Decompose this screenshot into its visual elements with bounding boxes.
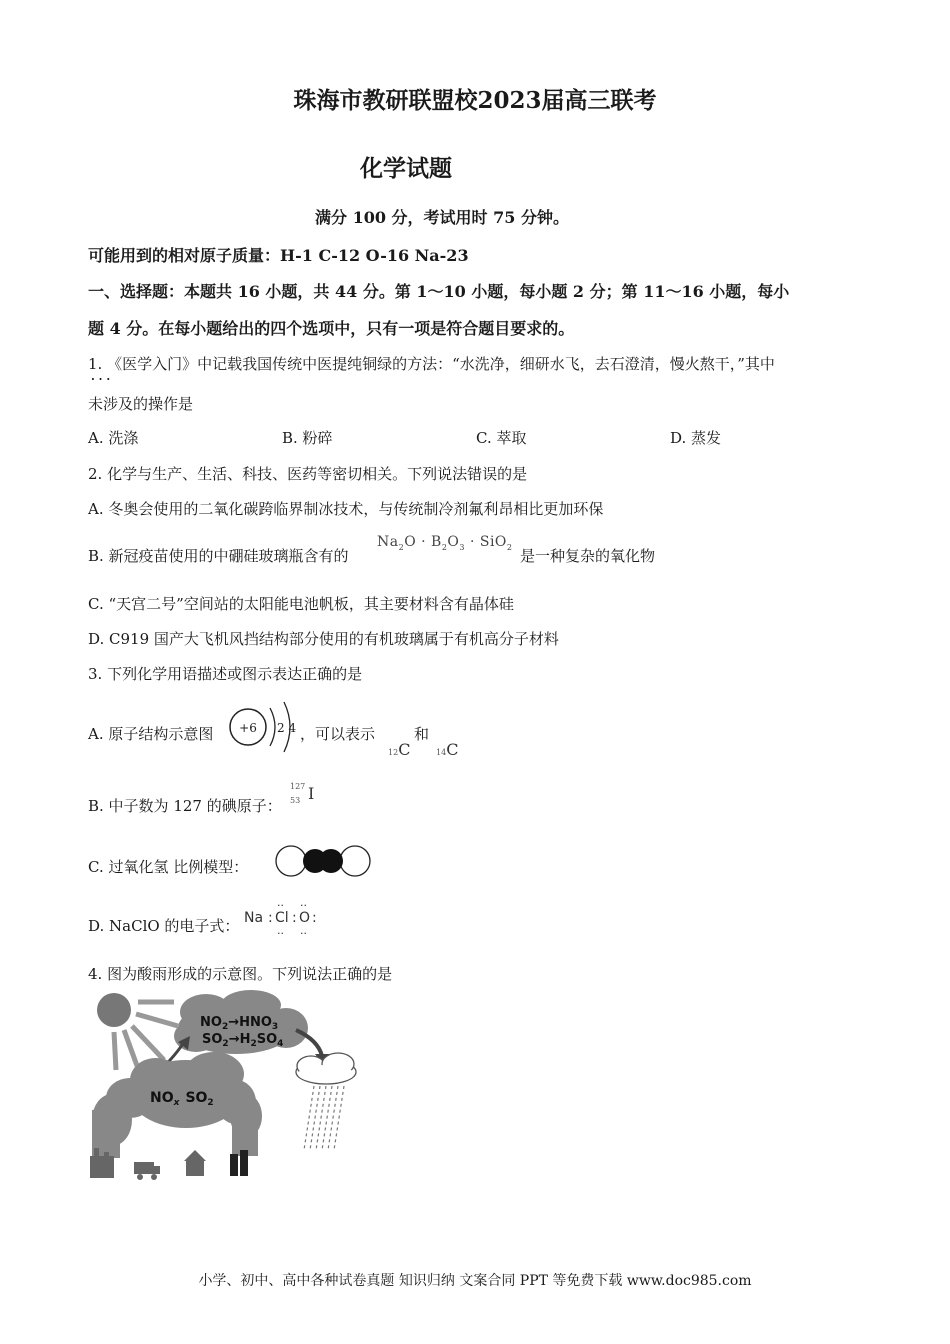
q3-option-d-text: D. NaClO 的电子式：: [88, 917, 240, 935]
electron-shells: 2 4: [277, 721, 297, 735]
q2-option-b-post: 是一种复杂的氧化物: [520, 547, 656, 565]
q3-option-c-text: C. 过氧化氢 比例模型：: [88, 858, 249, 876]
svg-text:NO2→HNO3: $NO_2\to HNO_3$: [200, 1015, 279, 1032]
q2-option-c: C. “天宫二号”空间站的太阳能电池帆板，其主要材料含有晶体硅: [88, 595, 514, 613]
q2-stem: 2. 化学与生产、生活、科技、医药等密切相关。下列说法错误的是: [88, 465, 528, 483]
q2-option-b-text: B. 新冠疫苗使用的中硼硅玻璃瓶含有的: [88, 547, 349, 565]
q2-option-a: A. 冬奥会使用的二氧化碳跨临界制冰技术，与传统制冷剂氟利昂相比更加环保: [88, 500, 604, 518]
svg-text:SO2→H2SO4: $SO_2\to H_2SO_4$: [202, 1032, 284, 1049]
truck-icon: [134, 1162, 160, 1180]
q2-option-b-formula: $Na_2O \cdot B_2O_3 \cdot SiO_2$: [377, 534, 513, 552]
h2o2-space-filling-model: [273, 843, 373, 879]
q1-stem: 1. 《医学入门》中记载我国传统中医提纯铜绿的方法：“水洗净，细研水飞，去石澄清，慢火熬干，”其中: [88, 355, 775, 373]
q1-emphasis-dots: . . .: [91, 370, 111, 383]
rain-drops: [304, 1086, 344, 1150]
q3-option-a-text: A. 原子结构示意图: [88, 725, 214, 743]
q4-stem: 4. 图为酸雨形成的示意图。下列说法正确的是: [88, 965, 393, 983]
q1-option-a: A. 洗涤: [88, 429, 139, 447]
q1-option-d: D. 蒸发: [670, 429, 722, 447]
acid-rain-diagram: [86, 990, 362, 1182]
section-instructions-line2: 题 4 分。在每小题给出的四个选项中，只有一项是符合题目要求的。: [88, 319, 575, 338]
q1-option-b: B. 粉碎: [282, 429, 333, 447]
q3-option-a-and: 和: [414, 725, 430, 743]
q1-option-c: C. 萃取: [476, 429, 527, 447]
q1-stem-line2: 未涉及的操作是: [88, 395, 194, 413]
q3-option-b-text: B. 中子数为 127 的碘原子：: [88, 797, 282, 815]
q2-option-d: D. C919 国产大飞机风挡结构部分使用的有机玻璃属于有机高分子材料: [88, 630, 559, 648]
house-icon: [184, 1150, 206, 1176]
carbon-14-isotope: 14C: [436, 740, 459, 759]
nucleus-charge: +6: [239, 721, 257, 735]
carbon-12-isotope: 12C: [388, 740, 411, 759]
svg-text:NOxSO2: $NO_x$ $SO_2$: [150, 1090, 214, 1108]
naclo-electron-formula: Na : Cl : O : .. .. .. ..: [244, 896, 317, 937]
exam-title: 珠海市教研联盟校2023届高三联考: [293, 87, 657, 114]
atomic-structure-diagram: [226, 698, 306, 756]
section-instructions-line1: 一、选择题：本题共 16 小题，共 44 分。第 1～10 小题，每小题 2 分；第 11～16 小题，每小: [88, 282, 790, 301]
footer-note: 小学、初中、高中各种试卷真题 知识归纳 文案合同 PPT 等免费下载 www.doc985.com: [198, 1273, 752, 1289]
iodine-mass-number: 127: [290, 782, 306, 791]
q3-stem: 3. 下列化学用语描述或图示表达正确的是: [88, 665, 363, 683]
rain-cloud: [296, 1053, 356, 1084]
iodine-symbol: I: [308, 784, 315, 803]
score-info: 满分 100 分，考试用时 75 分钟。: [315, 208, 569, 227]
atomic-mass-note: 可能用到的相对原子质量：H-1 C-12 O-16 Na-23: [88, 246, 469, 265]
subject-title: 化学试题: [360, 155, 452, 182]
q3-option-a-post: ，可以表示: [300, 725, 376, 743]
iodine-atomic-number: 53: [290, 796, 301, 805]
